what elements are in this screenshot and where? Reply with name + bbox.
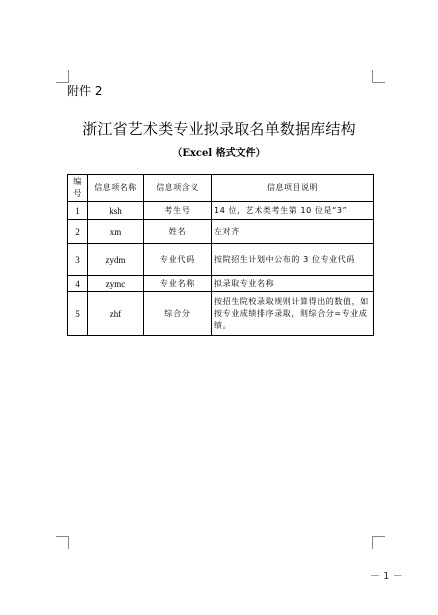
table-row bbox=[68, 220, 374, 244]
row-description: 拟录取专业名称 bbox=[212, 276, 374, 292]
row-code: ksh bbox=[88, 202, 144, 220]
attachment-label: 附件 2 bbox=[67, 84, 103, 98]
row-code: zymc bbox=[88, 276, 144, 292]
table-header-row bbox=[68, 175, 374, 202]
row-meaning: 姓名 bbox=[144, 220, 212, 244]
table-row bbox=[68, 202, 374, 220]
row-number: 1 bbox=[68, 202, 88, 220]
row-code: zydm bbox=[88, 244, 144, 276]
crop-mark-bottom-left bbox=[56, 536, 69, 549]
row-number: 4 bbox=[68, 276, 88, 292]
row-meaning: 专业代码 bbox=[144, 244, 212, 276]
document-title: 浙江省艺术类专业拟录取名单数据库结构 bbox=[82, 120, 356, 138]
header-number: 编号 bbox=[68, 175, 88, 202]
row-meaning: 专业名称 bbox=[144, 276, 212, 292]
header-item-description: 信息项目说明 bbox=[212, 175, 374, 202]
row-code: xm bbox=[88, 220, 144, 244]
row-number: 5 bbox=[68, 292, 88, 336]
crop-mark-top-right bbox=[372, 70, 385, 83]
header-item-meaning: 信息项含义 bbox=[144, 175, 212, 202]
database-structure-table bbox=[67, 174, 374, 336]
row-description: 按院招生计划中公布的 3 位专业代码 bbox=[212, 244, 374, 276]
page-number: － 1 － bbox=[370, 571, 403, 582]
row-description: 14 位，艺术类考生第 10 位是“3” bbox=[212, 202, 374, 220]
row-meaning: 考生号 bbox=[144, 202, 212, 220]
row-number: 2 bbox=[68, 220, 88, 244]
header-item-name: 信息项名称 bbox=[88, 175, 144, 202]
row-description: 左对齐 bbox=[212, 220, 374, 244]
row-number: 3 bbox=[68, 244, 88, 276]
table-row bbox=[68, 244, 374, 276]
table-row bbox=[68, 292, 374, 336]
row-meaning: 综合分 bbox=[144, 292, 212, 336]
crop-mark-bottom-right bbox=[372, 536, 385, 549]
row-code: zhf bbox=[88, 292, 144, 336]
table-row bbox=[68, 276, 374, 292]
row-description: 按招生院校录取规则计算得出的数值，如按专业成绩排序录取，则综合分=专业成绩。 bbox=[212, 292, 374, 336]
document-subtitle: （Excel 格式文件） bbox=[172, 148, 266, 159]
